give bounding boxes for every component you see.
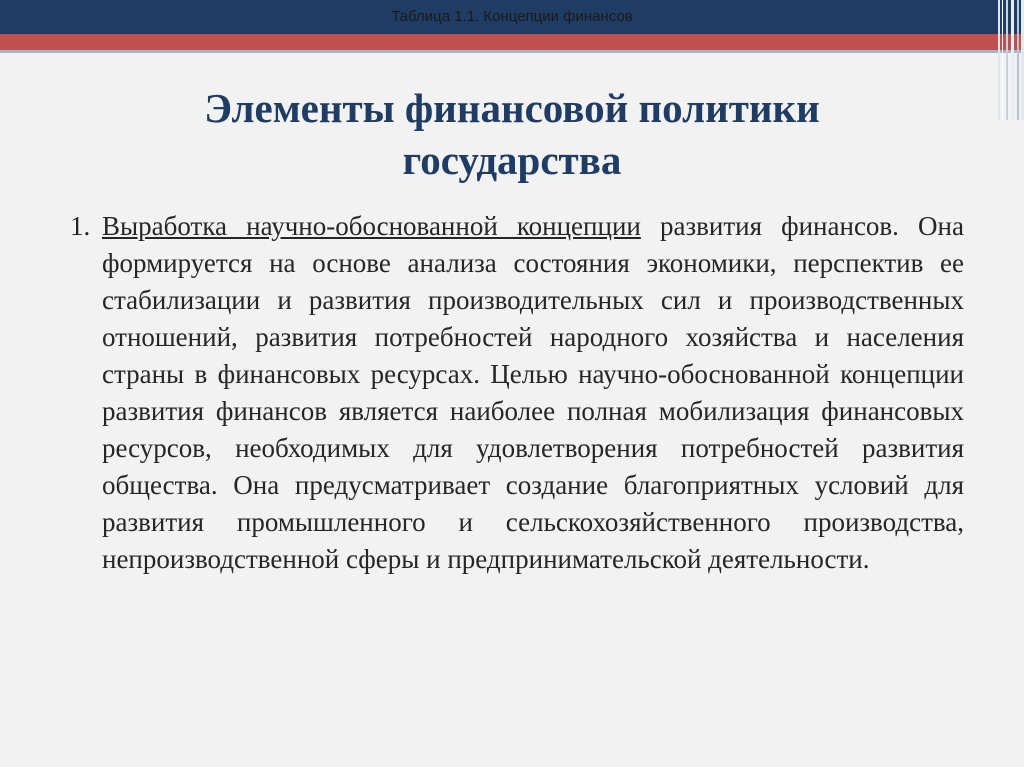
body-paragraph (102, 208, 964, 578)
item-heading: Выработка научно-обоснованной концепции (102, 211, 641, 241)
header-caption: Таблица 1.1. Концепции финансов (391, 8, 633, 25)
top-band-red (0, 34, 1024, 50)
slide-title: Элементы финансовой политики государства (204, 85, 820, 183)
top-band-divider (0, 50, 1024, 53)
list-item-number: 1. (70, 211, 91, 241)
item-text: развития финансов. Она формируется на основе анализа состояния экономики, перспектив ее стабилизации и развития производительных сил и производственных отношений, развития потребностей народного хозяйства и населения страны в финансовых ресурсах. Целью научно-обоснованной концепции развития финансов является наиболее полная мобилизация финансовых ресурсов, необходимых для удовлетворения потребностей развития общества. Она предусматривает создание благоприятных условий для развития промышленного и сельскохозяйственного производства, непроизводственной сферы и предпринимательской деятельности. (102, 211, 964, 574)
decorative-stripes (998, 0, 1024, 120)
